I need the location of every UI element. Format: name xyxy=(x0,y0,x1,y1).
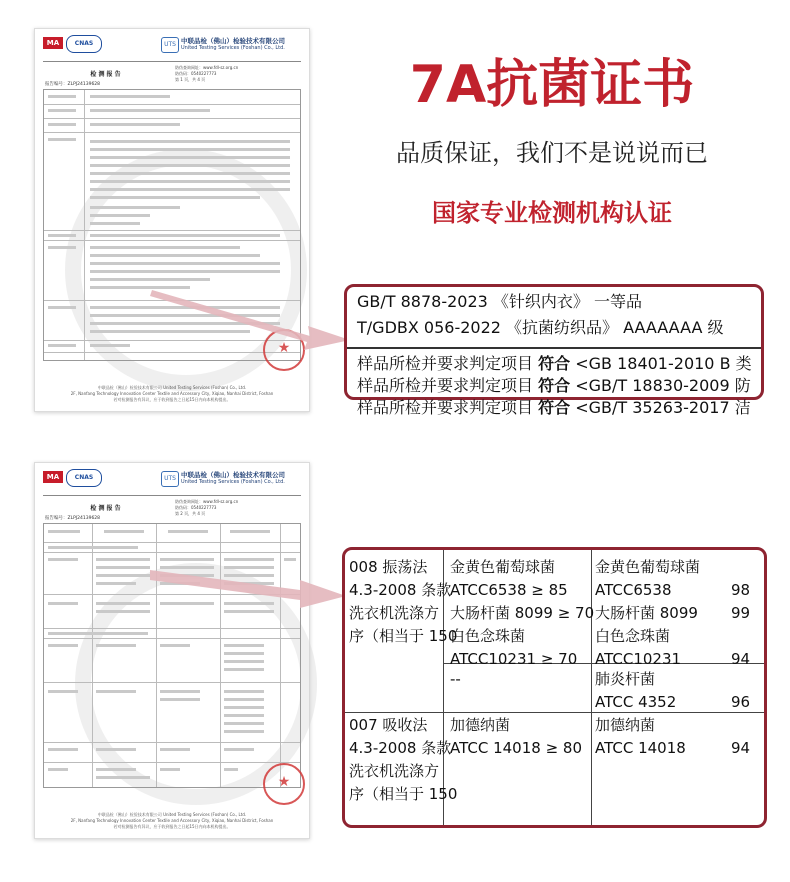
result-b-names: 加德纳菌 ATCC 14018 xyxy=(595,716,686,757)
header-rule xyxy=(43,61,301,62)
requirement-a: 金黄色葡萄球菌 ATCC6538 ≥ 85 大肠杆菌 8099 ≥ 70 白色念珠菌 ATCC10231 ≥ 70 xyxy=(450,558,595,668)
ma-logo-icon: MA xyxy=(43,471,63,483)
verdict-row xyxy=(357,397,751,419)
footer-line: 中联品检（佛山）检验技术有限公司 United Testing Services (Foshan) Co., Ltd. xyxy=(97,812,247,817)
report-meta xyxy=(175,499,238,517)
report-footer xyxy=(43,385,301,403)
result-a-values: 98 99 94 xyxy=(731,581,751,668)
headline-tagline: 国家专业检测机构认证 xyxy=(432,199,672,227)
verdict-row xyxy=(357,353,752,375)
standard-line: GB/T 8878-2023 《针织内衣》 一等品 xyxy=(357,292,643,311)
verify-site: 防伪查询网址：www.fdl-sz.org.cn xyxy=(175,65,239,70)
cnas-logo-icon: CNAS xyxy=(66,35,102,53)
zoom-arrow-2 xyxy=(150,560,350,620)
method-a: 008 振荡法 4.3-2008 条款 洗衣机洗涤方 序（相当于 150 xyxy=(349,558,458,645)
ma-logo-icon: MA xyxy=(43,37,63,49)
verdict-prefix: 样品所检并要求判定项目 xyxy=(357,354,534,373)
verify-code: 防伪码：0540227773 xyxy=(175,71,217,76)
verdict-value: 符合 xyxy=(538,398,571,417)
report-title: 检 测 报 告 xyxy=(90,71,121,78)
result-p-value: 96 xyxy=(731,693,751,711)
result-p-names: 肺炎杆菌 ATCC 4352 xyxy=(595,670,677,711)
report-title: 检 测 报 告 xyxy=(90,505,121,512)
footer-line: 若对检测报告有异议，应于收到报告之日起15日内向本机构提出。 xyxy=(113,397,231,402)
verdict-standard: <GB/T 35263-2017 洁 xyxy=(575,398,751,417)
footer-line: 若对检测报告有异议，应于收到报告之日起15日内向本机构提出。 xyxy=(113,824,231,829)
verdict-standard: <GB/T 18830-2009 防 xyxy=(575,376,751,395)
page-number: 第 2 页，共 4 页 xyxy=(175,511,206,516)
uts-logo-icon: UTS xyxy=(161,471,179,487)
divider xyxy=(347,347,761,349)
zoom-results-box xyxy=(342,547,767,828)
footer-line: 2F, Nanfang Technology Innovation Center Textile and Accessory City, Xiqiao, Nanhai District, Foshan xyxy=(70,818,274,823)
report-number: 报告编号：ZLPJ24139628 xyxy=(45,82,101,87)
star-icon: ★ xyxy=(277,774,291,790)
org-name-en: United Testing Services (Foshan) Co., Ltd. xyxy=(181,479,285,485)
org-name-en: United Testing Services (Foshan) Co., Ltd. xyxy=(181,45,285,51)
report-number: 报告编号：ZLPJ24139628 xyxy=(45,516,101,521)
verdict-standard: <GB 18401-2010 B 类 xyxy=(575,354,752,373)
page-number: 第 1 页，共 4 页 xyxy=(175,77,206,82)
org-name-cn: 中联品检（佛山）检验技术有限公司 xyxy=(181,37,285,45)
verify-site: 防伪查询网址：www.fdl-sz.org.cn xyxy=(175,499,239,504)
report-header xyxy=(43,469,301,495)
headline-title: 7A抗菌证书 xyxy=(409,55,695,115)
verdict-value: 符合 xyxy=(538,376,571,395)
uts-logo-icon: UTS xyxy=(161,37,179,53)
verdict-prefix: 样品所检并要求判定项目 xyxy=(357,398,534,417)
verify-code: 防伪码：0540227773 xyxy=(175,505,217,510)
report-page-2 xyxy=(34,462,310,839)
verdict-row xyxy=(357,375,751,397)
headline-subtitle: 品质保证，我们不是说说而已 xyxy=(396,139,708,167)
report-footer xyxy=(43,812,301,830)
verdict-value: 符合 xyxy=(538,354,571,373)
requirement-dash: -- xyxy=(450,670,461,688)
footer-line: 2F, Nanfang Technology Innovation Center Textile and Accessory City, Xiqiao, Nanhai District, Foshan xyxy=(70,391,274,396)
header-rule xyxy=(43,495,301,496)
org-name-cn: 中联品检（佛山）检验技术有限公司 xyxy=(181,471,285,479)
requirement-b: 加德纳菌 ATCC 14018 ≥ 80 xyxy=(450,716,583,757)
standard-line: T/GDBX 056-2022 《抗菌纺织品》 AAAAAAA 级 xyxy=(357,318,724,337)
cnas-logo-icon: CNAS xyxy=(66,469,102,487)
result-a-names: 金黄色葡萄球菌 ATCC6538 大肠杆菌 8099 白色念珠菌 ATCC10231 xyxy=(595,558,701,668)
report-header xyxy=(43,35,301,61)
verdict-prefix: 样品所检并要求判定项目 xyxy=(357,376,534,395)
star-icon: ★ xyxy=(277,340,291,356)
report-meta xyxy=(175,65,238,83)
red-seal-stamp xyxy=(263,763,305,805)
zoom-arrow-1 xyxy=(150,260,360,360)
footer-line: 中联品检（佛山）检验技术有限公司 United Testing Services (Foshan) Co., Ltd. xyxy=(97,385,247,390)
zoom-standards-box xyxy=(344,284,764,417)
result-b-value: 94 xyxy=(731,739,751,757)
method-b: 007 吸收法 4.3-2008 条款 洗衣机洗涤方 序（相当于 150 xyxy=(349,716,458,803)
